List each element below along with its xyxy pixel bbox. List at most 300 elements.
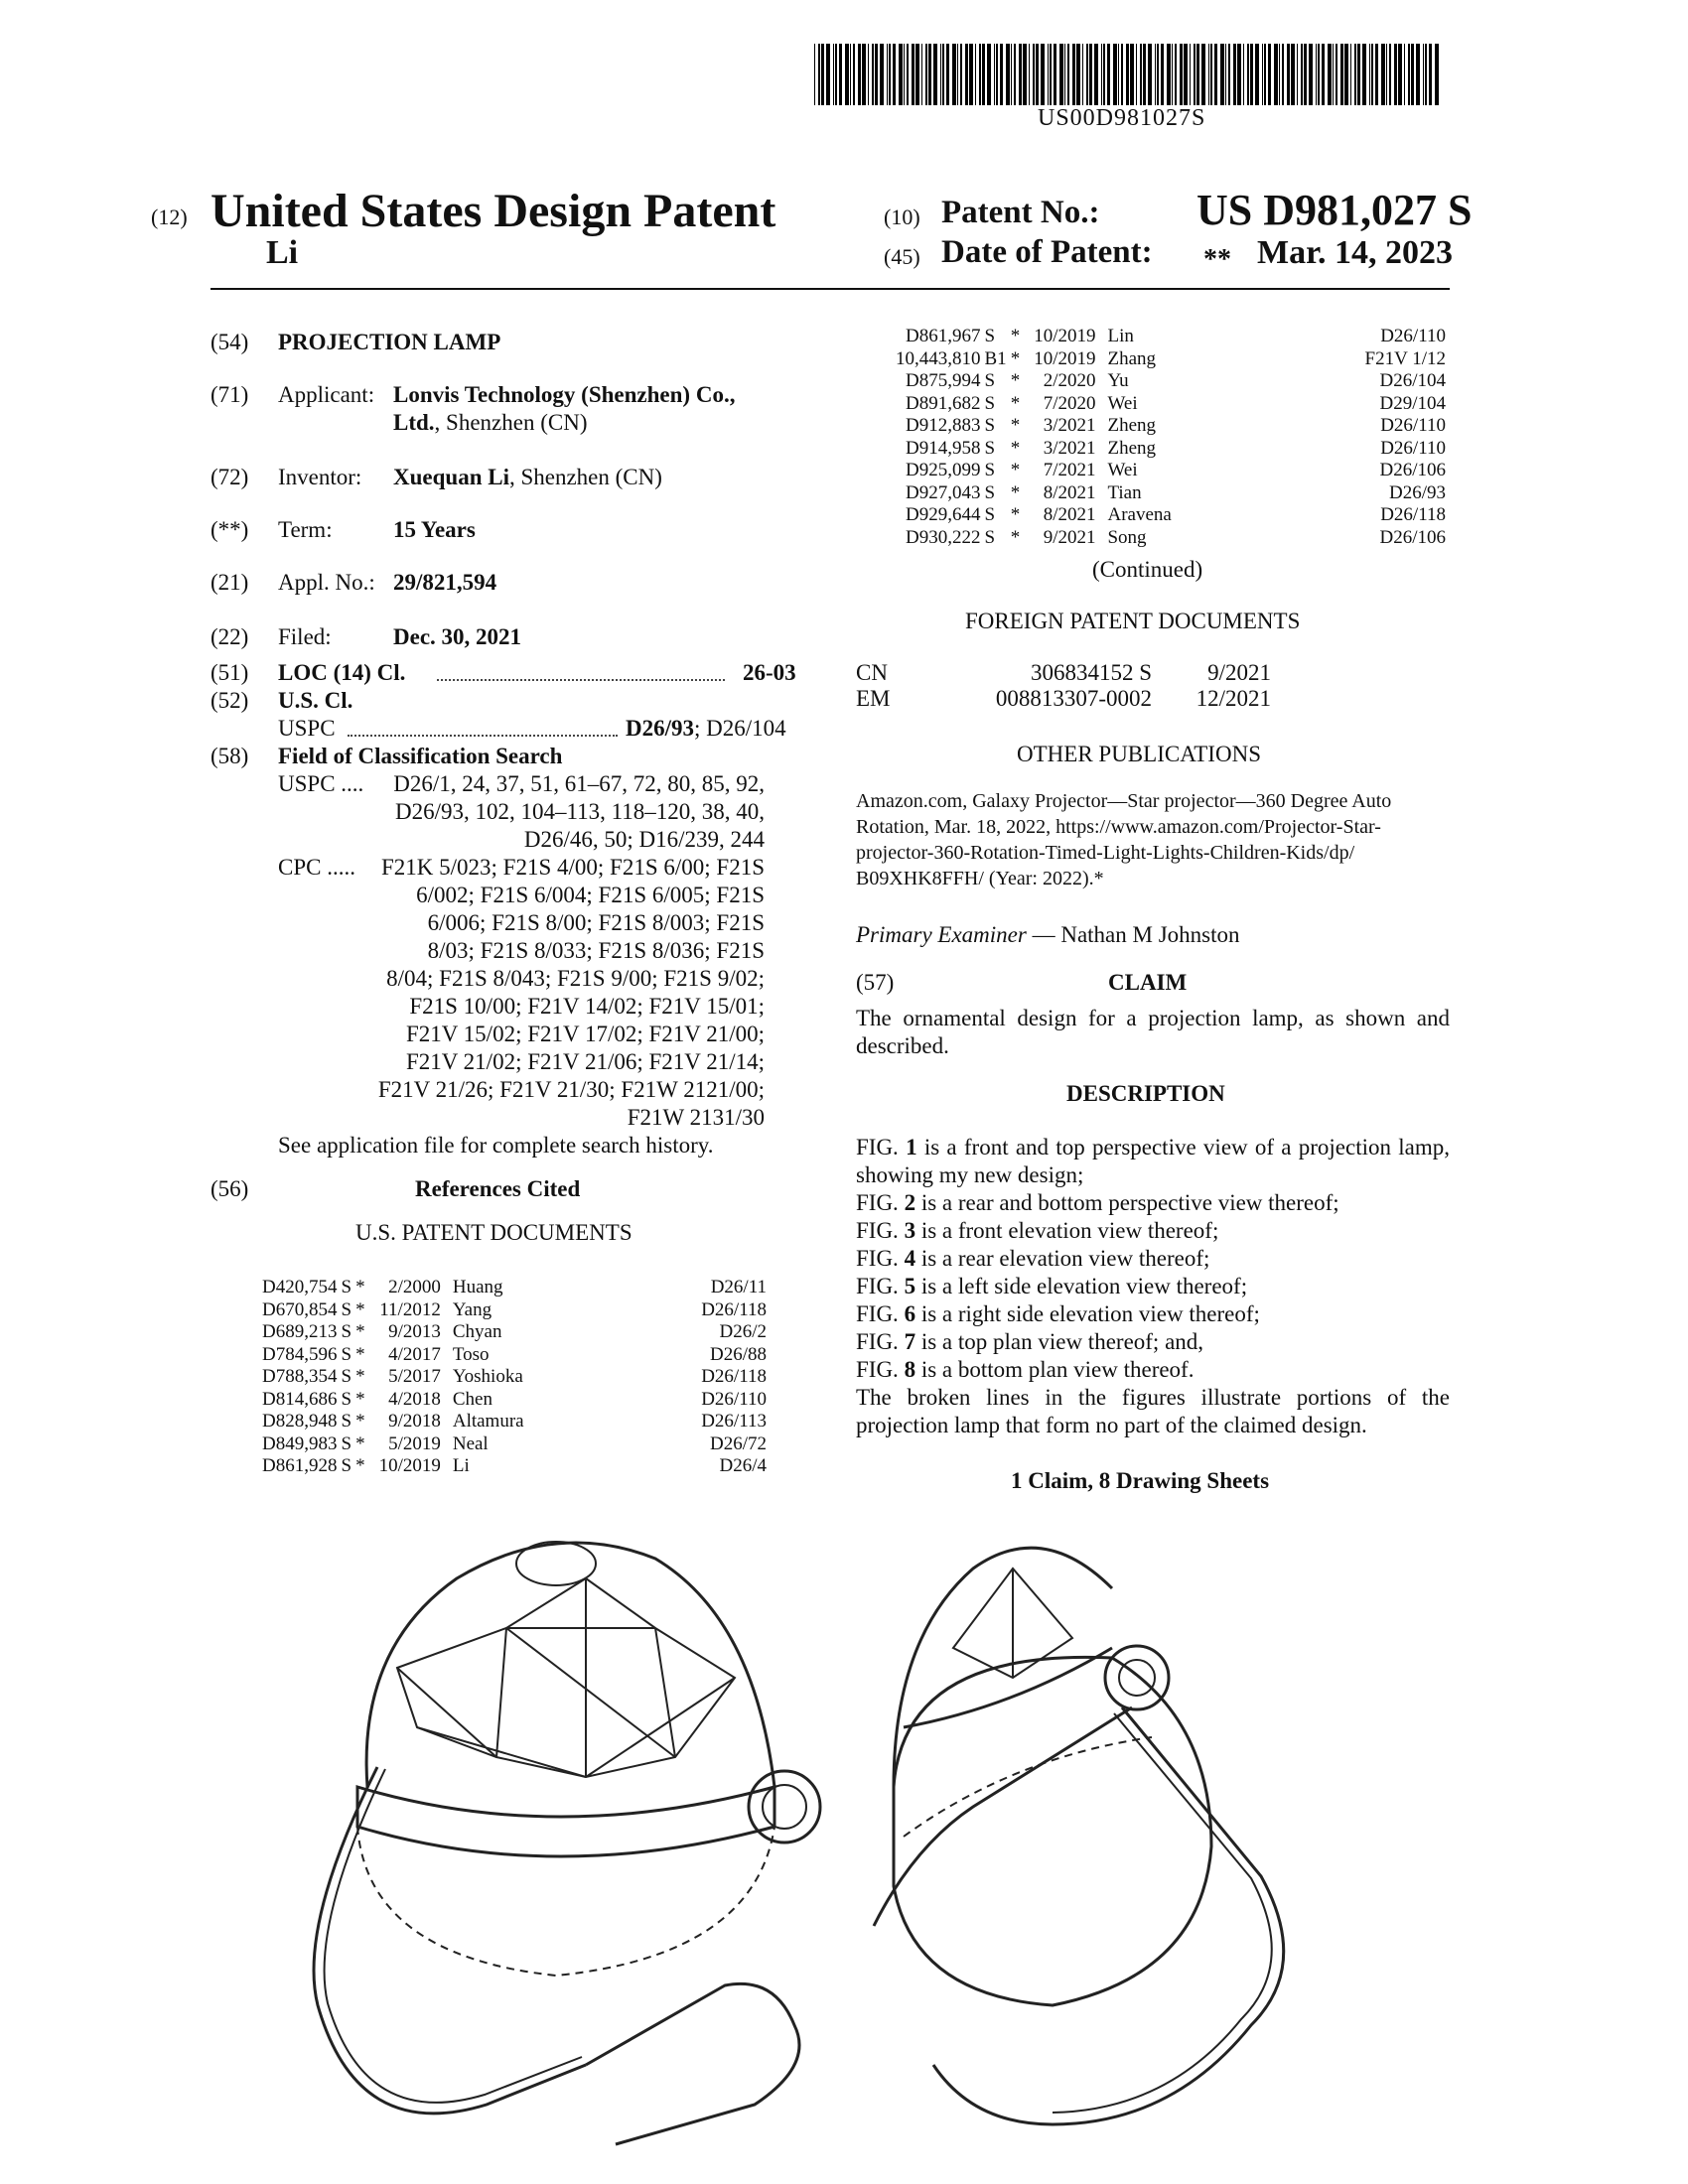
ref-star: *	[1010, 415, 1021, 436]
barcode-bar	[1023, 44, 1027, 105]
barcode-number: US00D981027S	[1038, 105, 1206, 131]
barcode-bar	[1210, 44, 1212, 105]
right-knob	[1105, 1646, 1169, 1709]
claim-text: The ornamental design for a projection lamp, as shown and described.	[856, 1006, 1450, 1058]
barcode-bar	[872, 44, 874, 105]
barcode-bar	[1228, 44, 1230, 105]
uspc-leader	[348, 735, 618, 737]
barcode-bar	[1404, 44, 1405, 105]
filed-label: Filed:	[278, 624, 332, 649]
barcode-bar	[1225, 44, 1226, 105]
barcode-bar	[1194, 44, 1196, 105]
barcode-bar	[1274, 44, 1278, 105]
barcode-bar	[1054, 44, 1056, 105]
barcode-bar	[1072, 44, 1075, 105]
ref-star: *	[1010, 460, 1021, 480]
barcode-bar	[1354, 44, 1356, 105]
us-cl-label: U.S. Cl.	[278, 688, 353, 713]
barcode-bar	[889, 44, 891, 105]
barcode-bar	[1180, 44, 1183, 105]
ref-number: D861,928	[262, 1455, 338, 1476]
barcode-bar	[1172, 44, 1173, 105]
ref-date: 8/2021	[1043, 504, 1096, 525]
inventor-name: Xuequan Li, Shenzhen (CN)	[393, 465, 662, 489]
ref-kind: S	[341, 1321, 352, 1342]
barcode-bar	[1130, 44, 1134, 105]
barcode-bar	[818, 44, 820, 105]
barcode-bar	[1411, 44, 1414, 105]
ref-date: 4/2017	[388, 1343, 441, 1365]
ref-number: D814,686	[262, 1388, 338, 1410]
barcode-bar	[1086, 44, 1088, 105]
barcode-bar	[1243, 44, 1244, 105]
barcode-bar	[1435, 44, 1439, 105]
lamp-front-view	[314, 1542, 820, 2144]
right-stand-inner	[1053, 1713, 1272, 2113]
ref-name: Zhang	[1107, 347, 1157, 369]
ref-kind: S	[984, 460, 996, 480]
reference-row	[262, 1411, 771, 1433]
barcode-bar	[1309, 44, 1313, 105]
barcode-bar	[1094, 44, 1098, 105]
ref-date: 9/2021	[1043, 526, 1096, 548]
filed-value: Dec. 30, 2021	[393, 624, 522, 649]
barcode-bar	[1050, 44, 1052, 105]
ref-date: 9/2018	[388, 1411, 441, 1432]
ref-number: D912,883	[906, 415, 981, 436]
barcode-bar	[915, 44, 919, 105]
barcode-bar	[1233, 44, 1236, 105]
ref-number: D929,644	[906, 504, 981, 525]
right-stand-arm	[874, 1707, 1132, 1926]
barcode-bar	[1250, 44, 1253, 105]
reference-row	[896, 415, 1450, 438]
left-band	[357, 1787, 774, 1856]
reference-row	[262, 1344, 771, 1367]
ref-kind: S	[341, 1298, 352, 1320]
barcode-bar	[1014, 44, 1016, 105]
figure-description: FIG. 8 is a bottom plan view thereof.	[856, 1357, 1195, 1382]
barcode-bar	[1369, 44, 1370, 105]
ref-date: 2/2020	[1043, 370, 1096, 391]
barcode-bar	[1381, 44, 1385, 105]
barcode-bar	[1036, 44, 1039, 105]
field-71-code: (71)	[211, 382, 249, 407]
applicant-name-1: Lonvis Technology (Shenzhen) Co.,	[393, 382, 736, 407]
ref-name: Yang	[452, 1298, 492, 1320]
ref-class: D26/110	[1380, 437, 1446, 459]
barcode-bar	[1357, 44, 1360, 105]
claims-sheets-count: 1 Claim, 8 Drawing Sheets	[1011, 1468, 1270, 1493]
ref-date: 2/2000	[388, 1277, 441, 1297]
barcode-bar	[1389, 44, 1391, 105]
ref-class: D26/104	[1379, 370, 1446, 391]
ref-kind: S	[984, 504, 996, 525]
uspc-value: D26/93; D26/104	[626, 716, 786, 741]
barcode-bar	[868, 44, 869, 105]
barcode-bar	[1255, 44, 1259, 105]
barcode-bar	[1429, 44, 1432, 105]
field-58-code: (58)	[211, 744, 249, 768]
barcode-bar	[1316, 44, 1317, 105]
ref-number: D784,596	[262, 1343, 338, 1365]
ref-class: D26/106	[1379, 460, 1446, 480]
barcode-bar	[965, 44, 968, 105]
barcode-bar	[1350, 44, 1351, 105]
ref-number: D861,967	[906, 326, 981, 346]
barcode-bar	[1082, 44, 1083, 105]
barcode-bar	[1157, 44, 1159, 105]
barcode-bar	[1301, 44, 1303, 105]
barcode-bar	[1336, 44, 1337, 105]
ref-number: D689,213	[262, 1321, 338, 1342]
ref-number: D914,958	[906, 437, 981, 459]
barcode-bar	[996, 44, 998, 105]
ref-name: Toso	[452, 1343, 490, 1365]
ref-date: 10/2019	[1034, 347, 1096, 369]
barcode-bar	[1344, 44, 1348, 105]
barcode-bar	[957, 44, 958, 105]
barcode-bar	[1425, 44, 1427, 105]
barcode-bar	[853, 44, 855, 105]
figure-description: FIG. 5 is a left side elevation view thereof;	[856, 1274, 1248, 1298]
barcode-bar	[940, 44, 941, 105]
search-cpc-label: CPC .....	[278, 855, 355, 880]
applicant-name-2: Ltd., Shenzhen (CN)	[393, 410, 588, 435]
claim-code: (57)	[856, 970, 895, 995]
ref-name: Aravena	[1107, 504, 1172, 525]
ref-kind: S	[341, 1388, 352, 1410]
barcode-bar	[1167, 44, 1171, 105]
ref-class: D26/2	[719, 1321, 767, 1342]
ref-kind: S	[341, 1455, 352, 1476]
figure-description: FIG. 4 is a rear elevation view thereof;	[856, 1246, 1210, 1271]
us-patent-documents-title: U.S. PATENT DOCUMENTS	[355, 1220, 633, 1245]
barcode-bar	[1006, 44, 1010, 105]
barcode-bar	[862, 44, 866, 105]
barcode-bar	[904, 44, 905, 105]
barcode-bar	[1322, 44, 1325, 105]
barcode-bar	[1161, 44, 1164, 105]
barcode-bar	[1143, 44, 1146, 105]
barcode-bar	[880, 44, 884, 105]
barcode-bar	[1175, 44, 1177, 105]
ref-date: 4/2018	[388, 1388, 441, 1410]
reference-row	[896, 482, 1450, 505]
ref-number: D849,983	[262, 1433, 338, 1454]
ref-name: Wei	[1107, 460, 1138, 480]
reference-row	[262, 1455, 771, 1478]
barcode-bar	[1220, 44, 1224, 105]
ref-kind: S	[984, 415, 996, 436]
barcode-bar	[1247, 44, 1249, 105]
ref-kind: S	[341, 1277, 352, 1297]
loc-value: 26-03	[743, 660, 796, 685]
right-facets	[953, 1569, 1072, 1678]
ref-class: D26/106	[1379, 526, 1446, 548]
applicant-label: Applicant:	[278, 382, 375, 407]
ref-number: D891,682	[906, 392, 981, 414]
inventor-label: Inventor:	[278, 465, 362, 489]
barcode-bar	[1000, 44, 1003, 105]
ref-name: Zheng	[1107, 415, 1157, 436]
ref-star: *	[355, 1343, 365, 1365]
ref-name: Chyan	[452, 1321, 502, 1342]
left-knob	[749, 1771, 820, 1843]
ref-name: Lin	[1107, 326, 1134, 346]
ref-class: D26/113	[701, 1411, 767, 1432]
ref-class: F21V 1/12	[1364, 347, 1446, 369]
barcode-bar	[1059, 44, 1063, 105]
reference-row	[896, 393, 1450, 416]
reference-row	[262, 1433, 771, 1456]
barcode-bar	[994, 44, 995, 105]
left-stand-inner	[325, 1769, 582, 2103]
field-52-code: (52)	[211, 688, 249, 713]
barcode-bar	[899, 44, 903, 105]
ref-kind: S	[341, 1411, 352, 1432]
barcode-bar	[946, 44, 949, 105]
ref-class: D26/11	[710, 1277, 767, 1297]
ref-name: Yoshioka	[452, 1366, 523, 1387]
barcode	[814, 44, 1440, 105]
ref-number: D828,948	[262, 1411, 338, 1432]
barcode-bar	[1184, 44, 1188, 105]
barcode-bar	[1148, 44, 1152, 105]
title-field: PROJECTION LAMP	[278, 330, 501, 354]
barcode-bar	[1394, 44, 1397, 105]
patent-number: US D981,027 S	[1196, 186, 1473, 234]
search-uspc-lines: D26/1, 24, 37, 51, 61–67, 72, 80, 85, 92, D26/93, 102, 104–113, 118–120, 38, 40, D26/46, 50; D16/239, 244	[393, 771, 765, 852]
search-history-note: See application file for complete search history.	[278, 1133, 714, 1158]
left-top-hole	[516, 1542, 596, 1585]
ref-kind: S	[984, 481, 996, 503]
barcode-bar	[839, 44, 842, 105]
ref-class: D26/88	[710, 1343, 767, 1365]
ref-name: Wei	[1107, 392, 1138, 414]
barcode-bar	[1328, 44, 1332, 105]
barcode-bar	[1264, 44, 1266, 105]
barcode-bar	[1318, 44, 1320, 105]
barcode-bar	[987, 44, 991, 105]
ref-star: *	[355, 1321, 365, 1342]
ref-star: *	[1010, 481, 1021, 503]
left-stand-front	[586, 1983, 799, 2144]
references-cited-title: References Cited	[415, 1176, 581, 1201]
barcode-bar	[1297, 44, 1298, 105]
ref-star: *	[1010, 504, 1021, 525]
barcode-bar	[814, 44, 815, 105]
right-band-top	[904, 1648, 1112, 1727]
ref-date: 11/2012	[379, 1298, 441, 1320]
patent-type-title: United States Design Patent	[211, 185, 776, 237]
barcode-bar	[1103, 44, 1105, 105]
barcode-bar	[1155, 44, 1156, 105]
barcode-bar	[1304, 44, 1307, 105]
barcode-bar	[1371, 44, 1373, 105]
barcode-bar	[1279, 44, 1280, 105]
barcode-bar	[907, 44, 909, 105]
barcode-bar	[1019, 44, 1022, 105]
field-51-code: (51)	[211, 660, 249, 685]
ref-date: 3/2021	[1043, 437, 1096, 459]
barcode-bar	[969, 44, 973, 105]
barcode-bar	[1140, 44, 1142, 105]
barcode-bar	[1029, 44, 1030, 105]
field-22-code: (22)	[211, 624, 249, 649]
ref-name: Song	[1107, 526, 1147, 548]
barcode-bar	[1126, 44, 1129, 105]
left-references-table	[262, 1277, 771, 1478]
barcode-bar	[1262, 44, 1263, 105]
barcode-bar	[933, 44, 937, 105]
barcode-bar	[835, 44, 837, 105]
ref-class: D26/4	[719, 1455, 767, 1476]
date-label: Date of Patent:	[941, 234, 1153, 270]
ref-kind: S	[984, 437, 996, 459]
barcode-bar	[833, 44, 834, 105]
claim-title: CLAIM	[1108, 970, 1188, 995]
ref-kind: S	[984, 526, 996, 548]
ref-date: 7/2020	[1043, 392, 1096, 414]
barcode-bar	[1041, 44, 1045, 105]
barcode-bar	[1033, 44, 1035, 105]
barcode-bar	[1121, 44, 1123, 105]
barcode-bar	[893, 44, 896, 105]
ref-number: D875,994	[906, 370, 981, 391]
figure-description: FIG. 6 is a right side elevation view thereof;	[856, 1301, 1260, 1326]
reference-row	[262, 1389, 771, 1412]
barcode-bar	[1291, 44, 1295, 105]
ref-date: 8/2021	[1043, 481, 1096, 503]
barcode-bar	[1268, 44, 1271, 105]
appl-no-value: 29/821,594	[393, 570, 497, 595]
ref-kind: B1	[984, 347, 1007, 369]
barcode-bar	[1101, 44, 1102, 105]
ref-name: Chen	[452, 1388, 492, 1410]
loc-leader	[437, 679, 725, 681]
barcode-bar	[850, 44, 851, 105]
code-45: (45)	[884, 244, 920, 269]
reference-row	[896, 370, 1450, 393]
primary-examiner: Primary Examiner — Nathan M Johnston	[856, 922, 1240, 947]
barcode-bar	[1089, 44, 1092, 105]
barcode-bar	[1011, 44, 1012, 105]
patent-no-label: Patent No.:	[941, 195, 1100, 230]
lamp-rear-view	[874, 1548, 1284, 2124]
barcode-bar	[952, 44, 956, 105]
code-12: (12)	[151, 205, 188, 229]
barcode-bar	[1196, 44, 1199, 105]
ref-date: 5/2017	[388, 1366, 441, 1387]
reference-row	[262, 1299, 771, 1322]
foreign-row-0: CN 306834152 S 9/2021	[856, 660, 1271, 685]
code-10: (10)	[884, 205, 920, 229]
right-knob-inner	[1119, 1660, 1155, 1696]
field-72-code: (72)	[211, 465, 249, 489]
ref-class: D26/118	[701, 1298, 767, 1320]
barcode-bar	[858, 44, 861, 105]
ref-class: D26/110	[701, 1388, 767, 1410]
barcode-bar	[1136, 44, 1137, 105]
ref-star: *	[355, 1277, 365, 1297]
ref-date: 10/2019	[378, 1455, 441, 1476]
right-stand	[933, 1707, 1284, 2124]
barcode-bar	[960, 44, 962, 105]
ref-name: Li	[452, 1455, 470, 1476]
other-publication-entry: Amazon.com, Galaxy Projector—Star projector—360 Degree Auto Rotation, Mar. 18, 2022, https://www.amazon.com/Projector-Star- projector-360-Rotation-Timed-Light-Lights-Children-Kids/dp/ B09XHK8FFH/ (Year: 2022).*	[856, 790, 1392, 889]
search-uspc-label: USPC ....	[278, 771, 364, 796]
ref-class: D26/93	[1389, 481, 1446, 503]
foreign-documents-title: FOREIGN PATENT DOCUMENTS	[965, 609, 1301, 633]
ref-kind: S	[984, 370, 996, 391]
barcode-bar	[925, 44, 927, 105]
ref-number: D420,754	[262, 1277, 338, 1297]
ref-kind: S	[984, 392, 996, 414]
figure-description: FIG. 3 is a front elevation view thereof;	[856, 1218, 1219, 1243]
ref-star: *	[1010, 347, 1021, 369]
barcode-bar	[1064, 44, 1065, 105]
ref-star: *	[1010, 326, 1021, 346]
ref-star: *	[355, 1298, 365, 1320]
ref-star: *	[1010, 437, 1021, 459]
patent-date: Mar. 14, 2023	[1257, 234, 1454, 271]
barcode-bar	[1107, 44, 1110, 105]
header-rule	[211, 288, 1450, 290]
ref-name: Yu	[1107, 370, 1129, 391]
ref-star: *	[355, 1388, 365, 1410]
term-label: Term:	[278, 517, 333, 542]
barcode-bar	[979, 44, 981, 105]
ref-star: *	[355, 1455, 365, 1476]
figure-description: FIG. 2 is a rear and bottom perspective view thereof;	[856, 1190, 1339, 1215]
barcode-bar	[821, 44, 824, 105]
right-references-table	[896, 326, 1450, 549]
loc-label: LOC (14) Cl.	[278, 660, 406, 685]
ref-date: 10/2019	[1034, 326, 1096, 346]
barcode-bar	[887, 44, 888, 105]
barcode-bar	[826, 44, 830, 105]
field-54: (54)	[211, 330, 249, 354]
barcode-bar	[1282, 44, 1284, 105]
other-publications-title: OTHER PUBLICATIONS	[1017, 742, 1261, 766]
date-marker: **	[1203, 244, 1231, 275]
left-lower-body	[357, 1827, 774, 1976]
barcode-bar	[1118, 44, 1119, 105]
ref-kind: S	[341, 1433, 352, 1454]
barcode-bar	[928, 44, 931, 105]
broken-lines-note: The broken lines in the figures illustrate portions of the projection lamp that form no part of the claimed design.	[856, 1385, 1450, 1437]
ref-name: Tian	[1107, 481, 1142, 503]
barcode-bar	[1362, 44, 1366, 105]
ref-class: D26/118	[1380, 504, 1446, 525]
barcode-bar	[942, 44, 944, 105]
left-facets-outline	[397, 1578, 735, 1777]
right-seam	[904, 1737, 1152, 1837]
ref-name: Zheng	[1107, 437, 1157, 459]
ref-star: *	[355, 1366, 365, 1387]
figure-description: FIG. 1 is a front and top perspective view of a projection lamp, showing my new design;	[856, 1135, 1450, 1187]
ref-class: D26/118	[701, 1366, 767, 1387]
ref-number: D927,043	[906, 481, 981, 503]
figure-description: FIG. 7 is a top plan view thereof; and,	[856, 1329, 1204, 1354]
design-figure	[258, 1509, 1450, 2174]
barcode-bar	[1340, 44, 1343, 105]
ref-class: D26/110	[1380, 415, 1446, 436]
ref-number: D670,854	[262, 1298, 338, 1320]
ref-number: D925,099	[906, 460, 981, 480]
left-knob-inner	[763, 1785, 806, 1829]
